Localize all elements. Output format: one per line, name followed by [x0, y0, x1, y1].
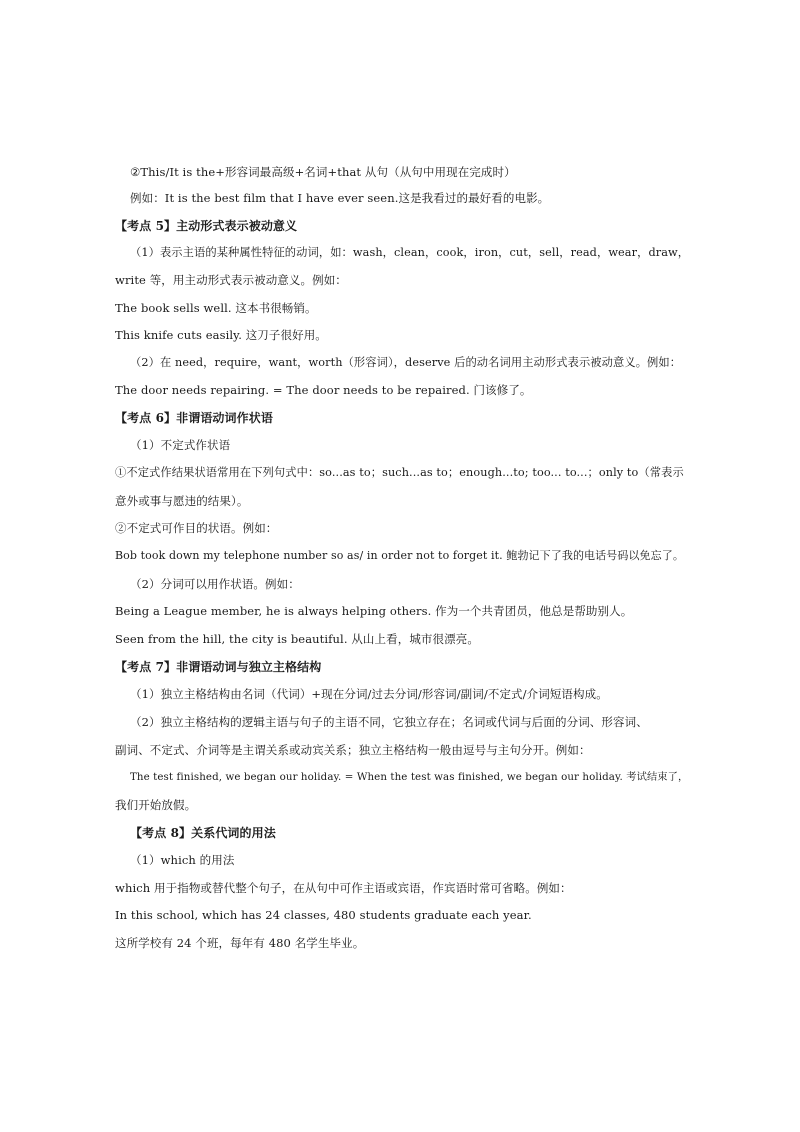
text-line: write 等，用主动形式表示被动意义。例如： [115, 273, 347, 287]
text-line: 这所学校有 24 个班，每年有 480 名学生毕业。 [115, 936, 365, 950]
text-line: The book sells well. 这本书很畅销。 [115, 301, 317, 315]
text-line: In this school, which has 24 classes, 480 students graduate each year. [115, 908, 532, 922]
section-heading: 【考点 7】非谓语动词与独立主格结构 [115, 660, 322, 674]
text-line: （1）which 的用法 [130, 853, 235, 867]
text-line: 例如：It is the best film that I have ever seen.这是我看过的最好看的电影。 [130, 191, 550, 205]
text-line: 副词、不定式、介词等是主谓关系或动宾关系；独立主格结构一般由逗号与主句分开。例如： [115, 743, 591, 757]
text-line: （1）独立主格结构由名词（代词）+现在分词/过去分词/形容词/副词/不定式/介词短语构成。 [130, 687, 608, 701]
text-line: 意外或事与愿违的结果）。 [115, 494, 249, 508]
text-line: （2）在 need，require，want，worth（形容词），deserve 后的动名词用主动形式表示被动意义。例如： [130, 356, 682, 369]
text-line: The test finished, we began our holiday. = When the test was finished, we began our holiday. 考试结束了， [130, 771, 689, 783]
text-line: Being a League member, he is always helping others. 作为一个共青团员，他总是帮助别人。 [115, 604, 633, 618]
text-line: 我们开始放假。 [115, 798, 197, 812]
text-line: （1）不定式作状语 [130, 438, 231, 452]
text-line: which 用于指物或替代整个句子，在从句中可作主语或宾语，作宾语时常可省略。例如： [115, 881, 572, 895]
text-line: ②不定式可作目的状语。例如： [115, 521, 278, 535]
text-line: ②This/It is the+形容词最高级+名词+that 从句（从句中用现在完成时） [130, 165, 516, 179]
section-heading: 【考点 8】关系代词的用法 [130, 826, 276, 840]
text-line: ①不定式作结果状语常用在下列句式中：so...as to；such...as to；enough...to; too... to...；only to（常表示 [115, 466, 684, 479]
text-line: The door needs repairing. = The door needs to be repaired. 门该修了。 [115, 383, 532, 397]
section-heading: 【考点 6】非谓语动词作状语 [115, 411, 273, 425]
text-line: Seen from the hill, the city is beautiful. 从山上看，城市很漂亮。 [115, 632, 479, 646]
text-line: （2）独立主格结构的逻辑主语与句子的主语不同，它独立存在；名词或代词与后面的分词、形容词、 [130, 715, 648, 729]
text-line: （2）分词可以用作状语。例如： [130, 577, 300, 591]
text-line: （1）表示主语的某种属性特征的动词，如：wash，clean，cook，iron，cut，sell，read，wear，draw， [130, 246, 690, 259]
section-heading: 【考点 5】主动形式表示被动意义 [115, 219, 298, 233]
text-line: This knife cuts easily. 这刀子很好用。 [115, 328, 327, 342]
text-line: Bob took down my telephone number so as/ in order not to forget it. 鲍勃记下了我的电话号码以免忘了。 [115, 549, 684, 562]
